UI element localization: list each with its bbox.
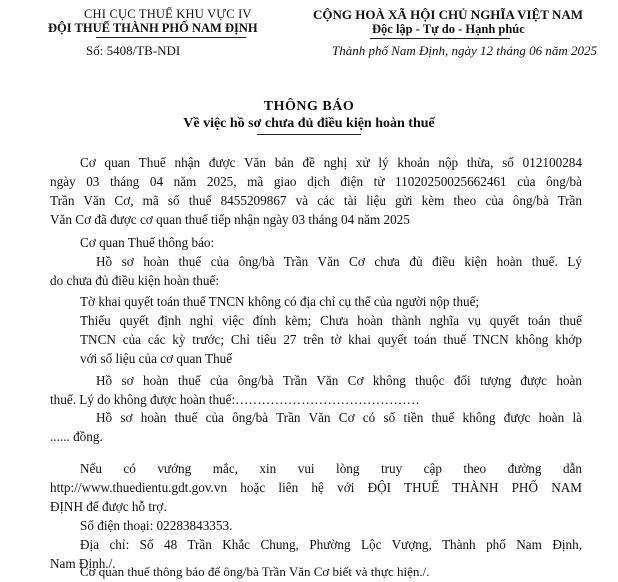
- body-line: ngày 03 tháng 04 năm 2025, mã giao dịch điện tử 11020250025662461 của ông/bà: [50, 174, 582, 189]
- address-line: Nam Định./.: [50, 556, 116, 571]
- issuing-agency: CHI CỤC THUẾ KHU VỰC IV: [84, 7, 252, 21]
- place-and-date: Thành phố Nam Định, ngày 12 tháng 06 năm 2025: [332, 43, 598, 58]
- body-line: Cơ quan Thuế nhận được Văn bản đề nghị xử lý khoản nộp thừa, số 012100284: [80, 155, 582, 170]
- body-line: Cơ quan Thuế thông báo:: [80, 235, 215, 250]
- body-line: ...... đồng.: [50, 429, 103, 444]
- body-line: thuế. Lý do không được hoàn thuế:……………………………………: [50, 392, 420, 407]
- body-line: Văn Cơ đã được cơ quan thuế tiếp nhận ngày 03 tháng 04 năm 2025: [50, 212, 410, 227]
- national-motto: Độc lập - Tự do - Hạnh phúc: [372, 22, 525, 36]
- body-line: TNCN của các kỳ trước; Chỉ tiêu 27 trên tờ khai quyết toán thuế TNCN không khớp: [80, 332, 582, 347]
- phone-number: Số điện thoại: 02283843353.: [80, 518, 233, 533]
- body-line: Hồ sơ hoàn thuế của ông/bà Trần Văn Cơ chưa đủ điều kiện hoàn thuế. Lý: [96, 254, 582, 269]
- header-right-divider: [370, 38, 510, 39]
- body-line: Trần Văn Cơ, mã số thuế 8455209867 và các tài liệu gửi kèm theo của ông/bà Trần: [50, 193, 582, 208]
- body-line: Thiếu quyết định nghỉ việc đính kèm; Chưa hoàn thành nghĩa vụ quyết toán thuế: [80, 313, 582, 328]
- body-line: với số liệu của cơ quan Thuế: [80, 351, 233, 366]
- body-line: Hồ sơ hoàn thuế của ông/bà Trần Văn Cơ có số tiền thuế không được hoàn là: [96, 410, 582, 425]
- subtitle-divider: [257, 134, 361, 135]
- issuing-team: ĐỘI THUẾ THÀNH PHỐ NAM ĐỊNH: [48, 21, 258, 35]
- body-line: ĐỊNH để được hỗ trợ.: [50, 499, 167, 514]
- document-title: THÔNG BÁO: [263, 99, 355, 114]
- address-line: Địa chỉ: Số 48 Trần Khắc Chung, Phường Lộc Vượng, Thành phố Nam Định,: [80, 537, 582, 552]
- body-line: http://www.thuedientu.gdt.gov.vn hoặc liên hệ với ĐỘI THUẾ THÀNH PHỐ NAM: [50, 480, 582, 495]
- body-line: Hồ sơ hoàn thuế của ông/bà Trần Văn Cơ không thuộc đối tượng được hoàn: [96, 373, 582, 388]
- closing-line: Cơ quan thuế thông báo để ông/bà Trần Văn Cơ biết và thực hiện./.: [80, 564, 430, 579]
- national-title: CỘNG HOÀ XÃ HỘI CHỦ NGHĨA VIỆT NAM: [313, 7, 584, 22]
- body-line: Nếu có vướng mắc, xin vui lòng truy cập theo đường dẫn: [80, 461, 582, 476]
- body-line: do chưa đủ điều kiện hoàn thuế:: [50, 273, 220, 288]
- header-left-divider: [96, 37, 246, 38]
- body-line: Tờ khai quyết toán thuế TNCN không có địa chỉ cụ thể của người nộp thuế;: [80, 294, 480, 309]
- document-subtitle: Về việc hồ sơ chưa đủ điều kiện hoàn thuế: [183, 116, 435, 131]
- document-number: Số: 5408/TB-NDI: [86, 43, 181, 58]
